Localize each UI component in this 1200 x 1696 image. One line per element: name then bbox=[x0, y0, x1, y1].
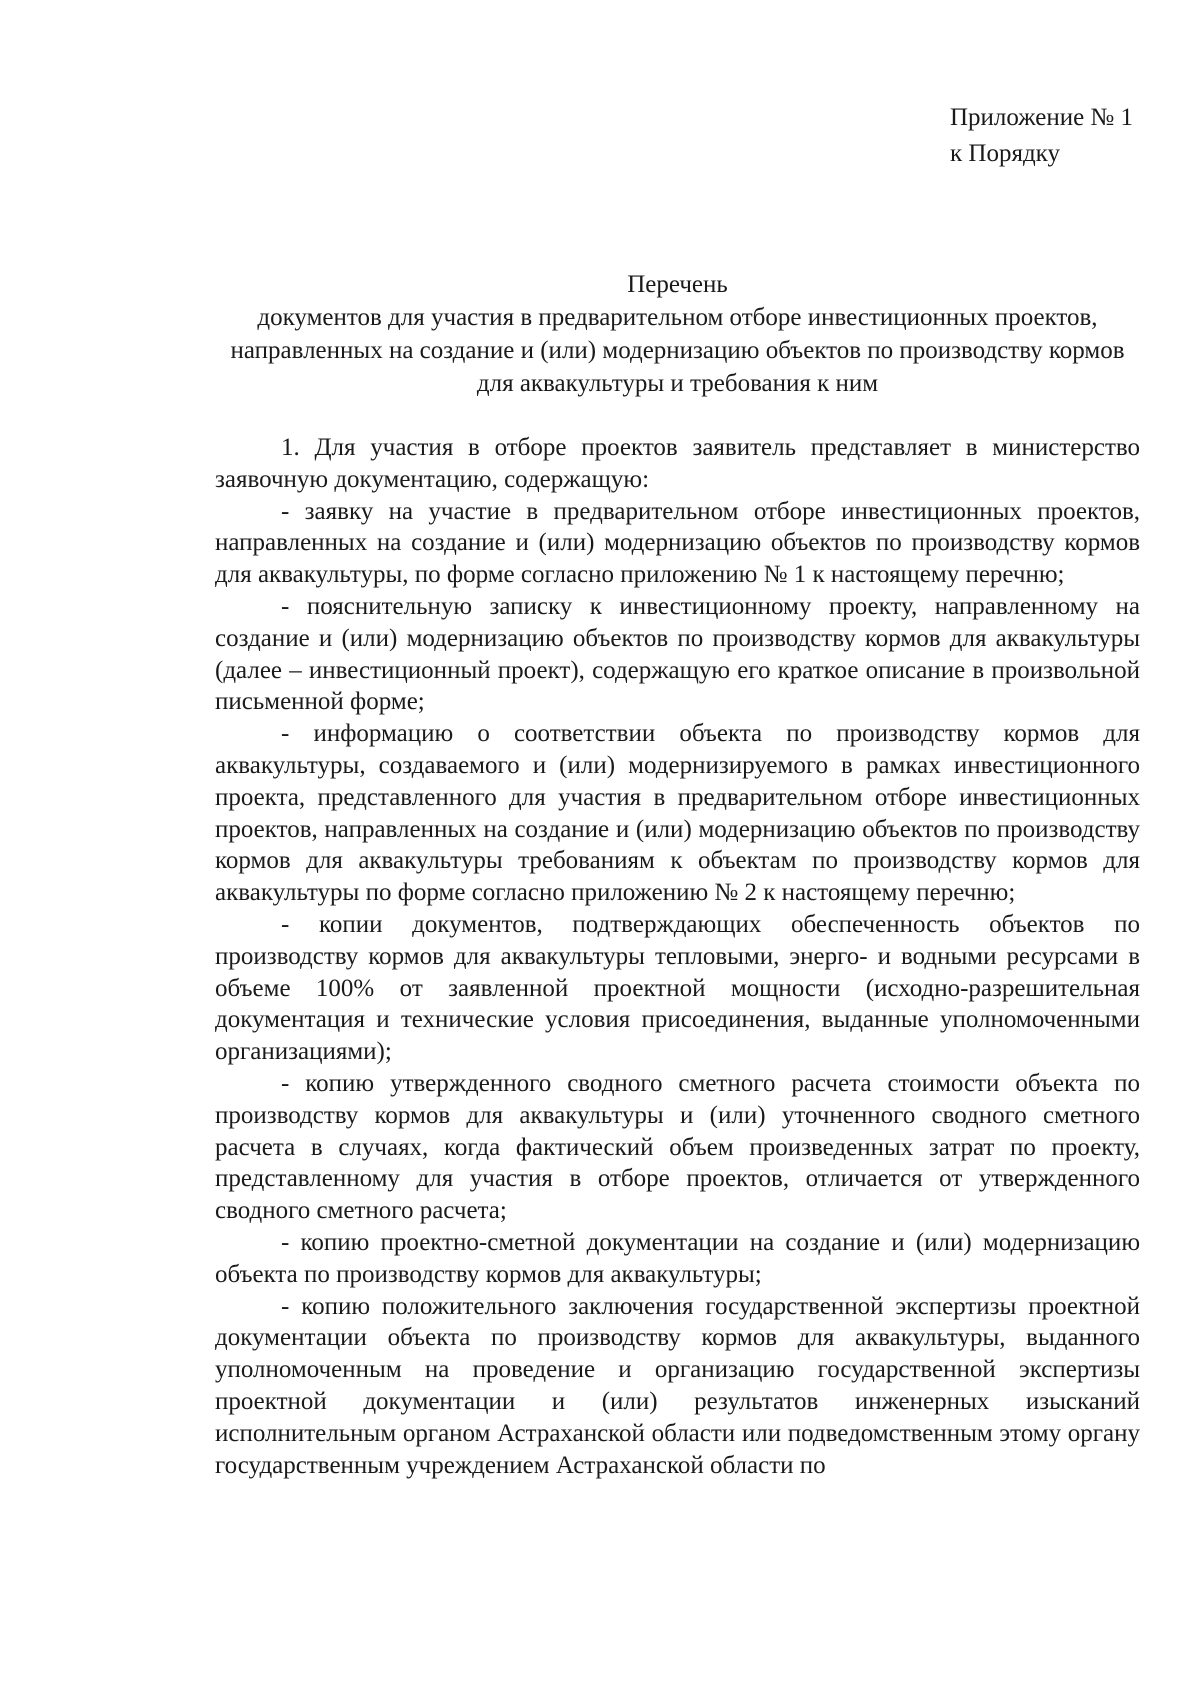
title-subtitle: документов для участия в предварительном отборе инвестиционных проектов, направленных на создание и (или) модернизацию объектов по производству кормов для аквакультуры и требования к ним bbox=[230, 304, 1125, 397]
list-item: - копии документов, подтверждающих обеспеченность объектов по производству кормов для аквакультуры тепловыми, энерго- и водными ресурсами в объеме 100% от заявленной проектной мощности (исходно-разрешительная документация и технические условия присоединения, выданные уполномоченными организациями); bbox=[215, 910, 1140, 1066]
appendix-target: к Порядку bbox=[950, 140, 1060, 167]
appendix-number: Приложение № 1 bbox=[950, 104, 1134, 131]
document-body bbox=[215, 432, 1140, 1481]
list-item: - пояснительную записку к инвестиционному проекту, направленному на создание и (или) модернизацию объектов по производству кормов для аквакультуры (далее – инвестиционный проект), содержащую его краткое описание в произвольной письменной форме; bbox=[215, 592, 1140, 716]
list-item: - информацию о соответствии объекта по производству кормов для аквакультуры, создаваемого и (или) модернизируемого в рамках инвестиционного проекта, представленного для участия в предварительном отборе инвестиционных проектов, направленных на создание и (или) модернизацию объектов по производству кормов для аквакультуры требованиям к объектам по производству кормов для аквакультуры по форме согласно приложению № 2 к настоящему перечню; bbox=[215, 720, 1140, 907]
appendix-reference bbox=[950, 100, 1133, 172]
document-title bbox=[215, 268, 1140, 400]
list-item: - копию утвержденного сводного сметного расчета стоимости объекта по производству кормов для аквакультуры и (или) уточненного сводного сметного расчета в случаях, когда фактический объем произведенных затрат по проекту, представленному для участия в отборе проектов, отличается от утвержденного сводного сметного расчета; bbox=[215, 1069, 1140, 1225]
list-item: - заявку на участие в предварительном отборе инвестиционных проектов, направленных на создание и (или) модернизацию объектов по производству кормов для аквакультуры, по форме согласно приложению № 1 к настоящему перечню; bbox=[215, 497, 1140, 589]
list-item: - копию положительного заключения государственной экспертизы проектной документации объекта по производству кормов для аквакультуры, выданного уполномоченным на проведение и организацию государственной экспертизы проектной документации и (или) результатов инженерных изысканий исполнительным органом Астраханской области или подведомственным этому органу государственным учреждением Астраханской области по bbox=[215, 1292, 1140, 1479]
list-item: - копию проектно-сметной документации на создание и (или) модернизацию объекта по производству кормов для аквакультуры; bbox=[215, 1228, 1140, 1288]
title-heading: Перечень bbox=[627, 271, 728, 298]
paragraph-intro: 1. Для участия в отборе проектов заявитель представляет в министерство заявочную документацию, содержащую: bbox=[215, 434, 1140, 493]
